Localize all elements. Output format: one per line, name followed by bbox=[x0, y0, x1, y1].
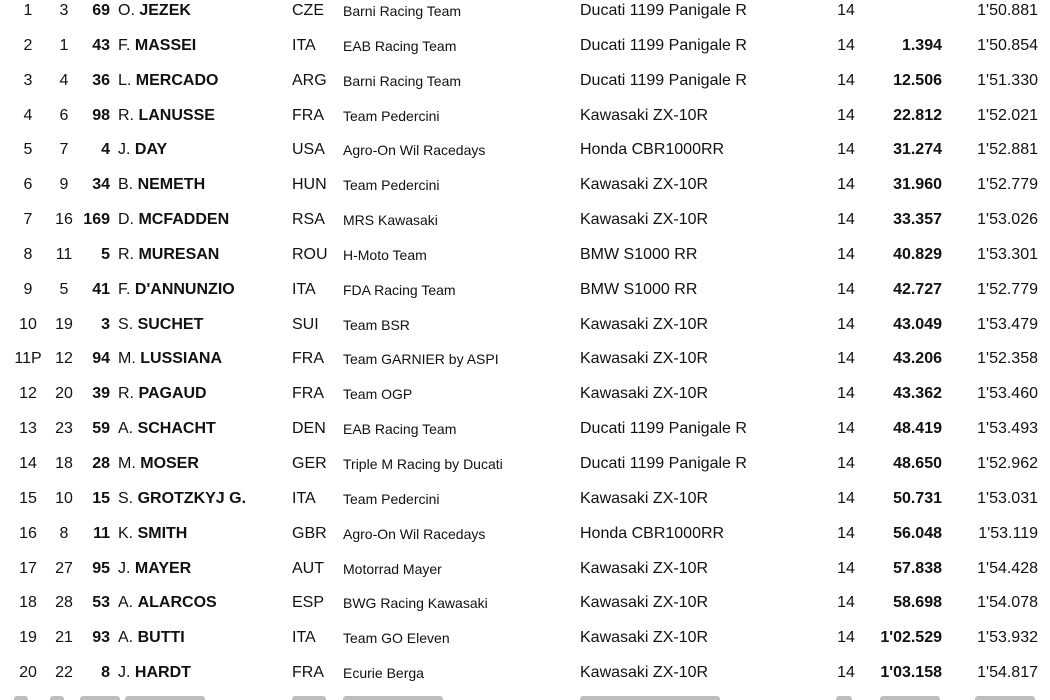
nationality-cell: DEN bbox=[292, 420, 326, 438]
position-cell: 9 bbox=[23, 280, 33, 298]
rider-initial: F. bbox=[118, 280, 131, 298]
rider-surname: SCHACHT bbox=[137, 420, 216, 438]
bike-cell: Kawasaki ZX-10R bbox=[580, 211, 709, 229]
gap-cell: 58.698 bbox=[893, 594, 942, 612]
team-cell: Team BSR bbox=[343, 316, 410, 333]
best-lap-cell: 1'52.779 bbox=[977, 280, 1038, 298]
team-cell: Motorrad Mayer bbox=[343, 560, 442, 577]
gap-cell: 48.419 bbox=[893, 420, 942, 438]
position-cell: 19 bbox=[19, 629, 37, 647]
position-cell: 5 bbox=[23, 141, 33, 159]
cut-off-fragment bbox=[836, 696, 852, 700]
rider-initial: J. bbox=[118, 559, 131, 577]
position-cell: 18 bbox=[19, 594, 37, 612]
nationality-cell: FRA bbox=[292, 385, 324, 403]
result-row bbox=[0, 447, 1050, 482]
rider-initial: S. bbox=[118, 489, 134, 507]
rider-number-cell: 95 bbox=[92, 559, 110, 577]
bike-cell: Kawasaki ZX-10R bbox=[580, 315, 709, 333]
result-row bbox=[0, 621, 1050, 656]
grid-cell: 10 bbox=[55, 489, 73, 507]
best-lap-cell: 1'53.026 bbox=[977, 211, 1038, 229]
cut-off-fragment bbox=[580, 696, 720, 700]
best-lap-cell: 1'53.479 bbox=[977, 315, 1038, 333]
rider-number-cell: 59 bbox=[92, 420, 110, 438]
best-lap-cell: 1'52.881 bbox=[977, 141, 1038, 159]
best-lap-cell: 1'52.021 bbox=[977, 106, 1038, 124]
gap-cell: 43.049 bbox=[893, 315, 942, 333]
rider-number-cell: 43 bbox=[92, 36, 110, 54]
best-lap-cell: 1'51.330 bbox=[977, 71, 1038, 89]
position-cell: 17 bbox=[19, 559, 37, 577]
rider-number-cell: 3 bbox=[101, 315, 110, 333]
rider-number-cell: 39 bbox=[92, 385, 110, 403]
rider-name-cell bbox=[118, 517, 187, 552]
cut-off-row bbox=[0, 692, 1050, 700]
best-lap-cell: 1'53.301 bbox=[977, 245, 1038, 263]
team-cell: H-Moto Team bbox=[343, 246, 427, 263]
result-row bbox=[0, 482, 1050, 517]
result-row bbox=[0, 273, 1050, 308]
nationality-cell: ITA bbox=[292, 629, 316, 647]
laps-cell: 14 bbox=[837, 176, 855, 194]
grid-cell: 22 bbox=[55, 664, 73, 682]
team-cell: MRS Kawasaki bbox=[343, 212, 438, 229]
nationality-cell: HUN bbox=[292, 176, 327, 194]
rider-surname: D'ANNUNZIO bbox=[134, 280, 235, 298]
bike-cell: Honda CBR1000RR bbox=[580, 524, 725, 542]
result-row bbox=[0, 64, 1050, 99]
nationality-cell: GER bbox=[292, 454, 327, 472]
laps-cell: 14 bbox=[837, 106, 855, 124]
nationality-cell: FRA bbox=[292, 350, 324, 368]
position-cell: 11P bbox=[14, 350, 42, 368]
grid-cell: 4 bbox=[59, 71, 69, 89]
position-cell: 4 bbox=[23, 106, 33, 124]
bike-cell: Kawasaki ZX-10R bbox=[580, 106, 709, 124]
position-cell: 2 bbox=[23, 36, 33, 54]
result-row bbox=[0, 203, 1050, 238]
nationality-cell: SUI bbox=[292, 315, 319, 333]
rider-number-cell: 34 bbox=[92, 176, 110, 194]
rider-initial: M. bbox=[118, 350, 136, 368]
team-cell: Team Pedercini bbox=[343, 107, 440, 124]
grid-cell: 11 bbox=[55, 245, 73, 263]
laps-cell: 14 bbox=[837, 420, 855, 438]
rider-number-cell: 36 bbox=[92, 71, 110, 89]
gap-cell: 56.048 bbox=[893, 524, 942, 542]
nationality-cell: RSA bbox=[292, 211, 325, 229]
rider-name-cell bbox=[118, 133, 167, 168]
grid-cell: 28 bbox=[55, 594, 73, 612]
position-cell: 15 bbox=[19, 489, 37, 507]
result-row bbox=[0, 342, 1050, 377]
best-lap-cell: 1'53.460 bbox=[977, 385, 1038, 403]
team-cell: BWG Racing Kawasaki bbox=[343, 595, 488, 612]
best-lap-cell: 1'52.962 bbox=[977, 454, 1038, 472]
rider-number-cell: 41 bbox=[92, 280, 110, 298]
rider-number-cell: 69 bbox=[92, 2, 110, 19]
laps-cell: 14 bbox=[837, 280, 855, 298]
laps-cell: 14 bbox=[837, 315, 855, 333]
result-row bbox=[0, 168, 1050, 203]
gap-cell: 43.362 bbox=[893, 385, 942, 403]
rider-surname: MAYER bbox=[134, 559, 192, 577]
bike-cell: Kawasaki ZX-10R bbox=[580, 664, 709, 682]
laps-cell: 14 bbox=[837, 629, 855, 647]
bike-cell: Ducati 1199 Panigale R bbox=[580, 71, 747, 89]
best-lap-cell: 1'50.854 bbox=[977, 36, 1038, 54]
grid-cell: 23 bbox=[55, 420, 73, 438]
grid-cell: 16 bbox=[55, 211, 73, 229]
team-cell: Barni Racing Team bbox=[343, 72, 462, 89]
bike-cell: BMW S1000 RR bbox=[580, 245, 698, 263]
bike-cell: BMW S1000 RR bbox=[580, 280, 698, 298]
best-lap-cell: 1'52.358 bbox=[977, 350, 1038, 368]
rider-initial: A. bbox=[118, 594, 134, 612]
rider-surname: SUCHET bbox=[137, 315, 204, 333]
rider-initial: S. bbox=[118, 315, 134, 333]
rider-name-cell bbox=[118, 412, 216, 447]
rider-initial: F. bbox=[118, 36, 131, 54]
gap-cell: 50.731 bbox=[893, 489, 942, 507]
gap-cell: 43.206 bbox=[893, 350, 942, 368]
team-cell: Team Pedercini bbox=[343, 177, 440, 194]
bike-cell: Ducati 1199 Panigale R bbox=[580, 36, 747, 54]
laps-cell: 14 bbox=[837, 211, 855, 229]
grid-cell: 12 bbox=[55, 350, 73, 368]
nationality-cell: ROU bbox=[292, 245, 328, 263]
bike-cell: Honda CBR1000RR bbox=[580, 141, 725, 159]
grid-cell: 3 bbox=[59, 2, 69, 19]
nationality-cell: CZE bbox=[292, 2, 324, 19]
rider-number-cell: 5 bbox=[101, 245, 110, 263]
best-lap-cell: 1'53.493 bbox=[977, 420, 1038, 438]
laps-cell: 14 bbox=[837, 385, 855, 403]
gap-cell: 57.838 bbox=[893, 559, 942, 577]
rider-initial: R. bbox=[118, 245, 134, 263]
rider-initial: A. bbox=[118, 629, 134, 647]
nationality-cell: USA bbox=[292, 141, 325, 159]
position-cell: 1 bbox=[23, 2, 33, 19]
bike-cell: Ducati 1199 Panigale R bbox=[580, 454, 747, 472]
result-row bbox=[0, 656, 1050, 691]
rider-name-cell bbox=[118, 0, 191, 29]
grid-cell: 19 bbox=[55, 315, 73, 333]
best-lap-cell: 1'50.881 bbox=[977, 2, 1038, 19]
team-cell: Team OGP bbox=[343, 386, 413, 403]
result-row bbox=[0, 517, 1050, 552]
rider-number-cell: 53 bbox=[92, 594, 110, 612]
result-row bbox=[0, 99, 1050, 134]
rider-surname: LUSSIANA bbox=[140, 350, 223, 368]
nationality-cell: ITA bbox=[292, 489, 316, 507]
rider-surname: MERCADO bbox=[135, 71, 219, 89]
position-cell: 14 bbox=[19, 454, 37, 472]
rider-name-cell bbox=[118, 238, 219, 273]
rider-name-cell bbox=[118, 552, 191, 587]
gap-cell: 12.506 bbox=[893, 71, 942, 89]
position-cell: 16 bbox=[19, 524, 37, 542]
rider-number-cell: 169 bbox=[83, 211, 110, 229]
rider-name-cell bbox=[118, 586, 217, 621]
gap-cell: 40.829 bbox=[893, 245, 942, 263]
bike-cell: Ducati 1199 Panigale R bbox=[580, 2, 747, 19]
rider-name-cell bbox=[118, 656, 191, 691]
laps-cell: 14 bbox=[837, 524, 855, 542]
result-row bbox=[0, 412, 1050, 447]
gap-cell: 22.812 bbox=[893, 106, 942, 124]
rider-surname: GROTZKYJ G. bbox=[137, 489, 247, 507]
rider-initial: J. bbox=[118, 141, 131, 159]
rider-surname: MCFADDEN bbox=[138, 211, 230, 229]
bike-cell: Kawasaki ZX-10R bbox=[580, 594, 709, 612]
best-lap-cell: 1'52.779 bbox=[977, 176, 1038, 194]
grid-cell: 20 bbox=[55, 385, 73, 403]
laps-cell: 14 bbox=[837, 2, 855, 19]
laps-cell: 14 bbox=[837, 36, 855, 54]
result-row bbox=[0, 29, 1050, 64]
cut-off-fragment bbox=[125, 696, 205, 700]
rider-surname: MOSER bbox=[140, 454, 199, 472]
rider-initial: M. bbox=[118, 454, 136, 472]
position-cell: 12 bbox=[19, 385, 37, 403]
position-cell: 13 bbox=[19, 420, 37, 438]
position-cell: 10 bbox=[19, 315, 37, 333]
rider-number-cell: 93 bbox=[92, 629, 110, 647]
team-cell: Team GARNIER by ASPI bbox=[343, 351, 499, 368]
rider-surname: HARDT bbox=[134, 664, 191, 682]
best-lap-cell: 1'54.428 bbox=[977, 559, 1038, 577]
team-cell: Team Pedercini bbox=[343, 490, 440, 507]
grid-cell: 21 bbox=[55, 629, 73, 647]
nationality-cell: ITA bbox=[292, 36, 316, 54]
rider-surname: MASSEI bbox=[134, 36, 197, 54]
nationality-cell: AUT bbox=[292, 559, 324, 577]
bike-cell: Kawasaki ZX-10R bbox=[580, 176, 709, 194]
best-lap-cell: 1'54.078 bbox=[977, 594, 1038, 612]
team-cell: Ecurie Berga bbox=[343, 665, 424, 682]
best-lap-cell: 1'53.119 bbox=[978, 524, 1038, 542]
gap-cell: 31.960 bbox=[893, 176, 942, 194]
rider-name-cell bbox=[118, 308, 203, 343]
laps-cell: 14 bbox=[837, 350, 855, 368]
rider-surname: JEZEK bbox=[139, 2, 191, 19]
laps-cell: 14 bbox=[837, 664, 855, 682]
cut-off-fragment bbox=[880, 696, 940, 700]
cut-off-fragment bbox=[292, 696, 326, 700]
position-cell: 7 bbox=[23, 211, 33, 229]
team-cell: EAB Racing Team bbox=[343, 421, 457, 438]
grid-cell: 27 bbox=[55, 559, 73, 577]
gap-cell: 33.357 bbox=[893, 211, 942, 229]
rider-surname: NEMETH bbox=[137, 176, 206, 194]
grid-cell: 18 bbox=[55, 454, 73, 472]
grid-cell: 9 bbox=[59, 176, 69, 194]
result-row bbox=[0, 586, 1050, 621]
position-cell: 6 bbox=[23, 176, 33, 194]
gap-cell: 31.274 bbox=[893, 141, 942, 159]
grid-cell: 1 bbox=[59, 36, 69, 54]
rider-name-cell bbox=[118, 447, 199, 482]
result-row bbox=[0, 238, 1050, 273]
nationality-cell: ESP bbox=[292, 594, 325, 612]
best-lap-cell: 1'53.932 bbox=[977, 629, 1038, 647]
rider-number-cell: 4 bbox=[101, 141, 110, 159]
cut-off-fragment bbox=[343, 696, 443, 700]
nationality-cell: GBR bbox=[292, 524, 327, 542]
position-cell: 20 bbox=[19, 664, 37, 682]
cut-off-fragment bbox=[80, 696, 120, 700]
rider-name-cell bbox=[118, 377, 207, 412]
rider-surname: SMITH bbox=[137, 524, 188, 542]
gap-cell: 1.394 bbox=[901, 36, 942, 54]
grid-cell: 7 bbox=[59, 141, 69, 159]
position-cell: 8 bbox=[23, 245, 33, 263]
team-cell: EAB Racing Team bbox=[343, 37, 457, 54]
rider-initial: R. bbox=[118, 106, 134, 124]
rider-surname: DAY bbox=[134, 141, 168, 159]
rider-initial: L. bbox=[118, 71, 132, 89]
laps-cell: 14 bbox=[837, 559, 855, 577]
bike-cell: Kawasaki ZX-10R bbox=[580, 350, 709, 368]
bike-cell: Kawasaki ZX-10R bbox=[580, 629, 709, 647]
rider-number-cell: 8 bbox=[101, 664, 110, 682]
rider-name-cell bbox=[118, 64, 218, 99]
rider-name-cell bbox=[118, 168, 205, 203]
grid-cell: 6 bbox=[59, 106, 69, 124]
nationality-cell: FRA bbox=[292, 664, 324, 682]
nationality-cell: ITA bbox=[292, 280, 316, 298]
bike-cell: Kawasaki ZX-10R bbox=[580, 559, 709, 577]
nationality-cell: ARG bbox=[292, 71, 327, 89]
rider-number-cell: 11 bbox=[93, 524, 110, 542]
bike-cell: Kawasaki ZX-10R bbox=[580, 385, 709, 403]
position-cell: 3 bbox=[23, 71, 33, 89]
grid-cell: 8 bbox=[59, 524, 69, 542]
gap-cell: 48.650 bbox=[893, 454, 942, 472]
rider-name-cell bbox=[118, 342, 222, 377]
cut-off-fragment bbox=[50, 696, 64, 700]
rider-name-cell bbox=[118, 273, 235, 308]
result-row bbox=[0, 308, 1050, 343]
team-cell: Agro-On Wil Racedays bbox=[343, 525, 486, 542]
result-row bbox=[0, 377, 1050, 412]
rider-surname: MURESAN bbox=[138, 245, 220, 263]
rider-name-cell bbox=[118, 482, 246, 517]
best-lap-cell: 1'54.817 bbox=[977, 664, 1038, 682]
cut-off-fragment bbox=[14, 696, 28, 700]
rider-initial: J. bbox=[118, 664, 131, 682]
gap-cell: 1'03.158 bbox=[880, 664, 942, 682]
rider-name-cell bbox=[118, 29, 196, 64]
rider-initial: K. bbox=[118, 524, 134, 542]
rider-surname: ALARCOS bbox=[137, 594, 217, 612]
result-row bbox=[0, 552, 1050, 587]
bike-cell: Ducati 1199 Panigale R bbox=[580, 420, 747, 438]
laps-cell: 14 bbox=[837, 454, 855, 472]
rider-initial: O. bbox=[118, 2, 135, 19]
team-cell: Triple M Racing by Ducati bbox=[343, 455, 503, 472]
rider-surname: BUTTI bbox=[137, 629, 185, 647]
rider-initial: D. bbox=[118, 211, 134, 229]
gap-cell: 42.727 bbox=[893, 280, 942, 298]
rider-initial: R. bbox=[118, 385, 134, 403]
rider-number-cell: 94 bbox=[92, 350, 110, 368]
cut-off-fragment bbox=[975, 696, 1035, 700]
gap-cell: 1'02.529 bbox=[880, 629, 942, 647]
result-row bbox=[0, 0, 1050, 29]
laps-cell: 14 bbox=[837, 594, 855, 612]
rider-number-cell: 15 bbox=[92, 489, 110, 507]
laps-cell: 14 bbox=[837, 71, 855, 89]
best-lap-cell: 1'53.031 bbox=[977, 489, 1038, 507]
team-cell: Team GO Eleven bbox=[343, 630, 450, 647]
rider-surname: PAGAUD bbox=[138, 385, 207, 403]
gap-cell bbox=[860, 0, 942, 29]
rider-name-cell bbox=[118, 621, 185, 656]
team-cell: Barni Racing Team bbox=[343, 3, 462, 19]
rider-number-cell: 28 bbox=[92, 454, 110, 472]
bike-cell: Kawasaki ZX-10R bbox=[580, 489, 709, 507]
laps-cell: 14 bbox=[837, 489, 855, 507]
rider-surname: LANUSSE bbox=[138, 106, 215, 124]
laps-cell: 14 bbox=[837, 245, 855, 263]
grid-cell: 5 bbox=[59, 280, 69, 298]
team-cell: FDA Racing Team bbox=[343, 281, 456, 298]
result-row bbox=[0, 133, 1050, 168]
rider-initial: B. bbox=[118, 176, 134, 194]
rider-name-cell bbox=[118, 99, 215, 134]
rider-initial: A. bbox=[118, 420, 134, 438]
rider-name-cell bbox=[118, 203, 229, 238]
rider-number-cell: 98 bbox=[92, 106, 110, 124]
nationality-cell: FRA bbox=[292, 106, 324, 124]
laps-cell: 14 bbox=[837, 141, 855, 159]
team-cell: Agro-On Wil Racedays bbox=[343, 142, 486, 159]
